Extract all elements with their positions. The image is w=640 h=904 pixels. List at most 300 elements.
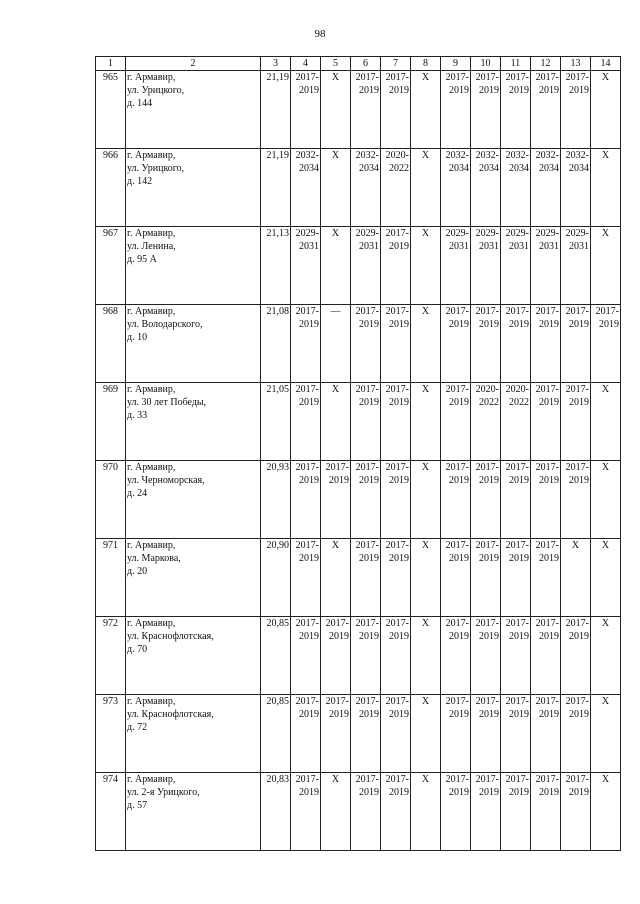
term-line: 2019 [299, 553, 319, 564]
address-cell [126, 617, 261, 695]
term-line: 2019 [359, 553, 379, 564]
term-line: 2017- [595, 306, 619, 317]
value-cell: 21,19 [261, 71, 291, 149]
row-number: 974 [96, 773, 126, 851]
table-row [96, 71, 621, 149]
term-cell [561, 227, 591, 305]
row-number: 972 [96, 617, 126, 695]
value-cell: 21,19 [261, 149, 291, 227]
term-line: 2017- [355, 72, 379, 83]
term-line: 2017- [295, 462, 319, 473]
term-line: 2017- [565, 306, 589, 317]
address-line: д. 20 [127, 566, 148, 577]
term-line: 2019 [299, 319, 319, 330]
term-line: 2019 [599, 319, 619, 330]
address-line: ул. Урицкого, [127, 85, 185, 96]
term-cell [441, 227, 471, 305]
term-line: 2019 [539, 319, 559, 330]
term-line: 2019 [569, 475, 589, 486]
term-cell [291, 695, 321, 773]
address-line: г. Армавир, [127, 150, 176, 161]
term-cell [291, 383, 321, 461]
term-line: 2034 [509, 163, 529, 174]
term-line: 2017- [295, 306, 319, 317]
term-line: 2034 [479, 163, 499, 174]
term-line: 2017- [475, 540, 499, 551]
term-cell [471, 539, 501, 617]
mark-cell: Х [411, 617, 441, 695]
term-line: 2017- [295, 540, 319, 551]
term-line: 2019 [479, 709, 499, 720]
term-line: 2017- [445, 72, 469, 83]
term-line: 2022 [479, 397, 499, 408]
row-number: 967 [96, 227, 126, 305]
term-line: 2020- [385, 150, 409, 161]
term-cell [501, 305, 531, 383]
term-cell [351, 305, 381, 383]
term-line: 2019 [539, 787, 559, 798]
address-line: ул. Маркова, [127, 553, 181, 564]
term-line: 2017- [295, 618, 319, 629]
term-cell [501, 461, 531, 539]
value-cell: 21,05 [261, 383, 291, 461]
term-line: 2019 [569, 631, 589, 642]
row-number: 966 [96, 149, 126, 227]
address-line: д. 95 А [127, 254, 157, 265]
term-line: 2019 [539, 631, 559, 642]
term-line: 2019 [479, 631, 499, 642]
mark-cell: Х [591, 461, 621, 539]
term-line: 2029- [475, 228, 499, 239]
term-cell [351, 461, 381, 539]
term-cell [501, 71, 531, 149]
term-line: 2017- [355, 696, 379, 707]
term-cell [531, 227, 561, 305]
term-cell [441, 305, 471, 383]
term-line: 2017- [445, 306, 469, 317]
term-line: 2019 [509, 319, 529, 330]
term-line: 2029- [535, 228, 559, 239]
mark-cell: Х [411, 305, 441, 383]
address-cell [126, 383, 261, 461]
table-row [96, 695, 621, 773]
term-line: 2017- [355, 306, 379, 317]
term-line: 2022 [509, 397, 529, 408]
address-line: д. 142 [127, 176, 153, 187]
term-line: 2019 [479, 787, 499, 798]
address-cell [126, 539, 261, 617]
term-line: 2019 [509, 85, 529, 96]
mark-cell: Х [411, 227, 441, 305]
term-line: 2029- [445, 228, 469, 239]
term-line: 2034 [299, 163, 319, 174]
term-line: 2017- [355, 618, 379, 629]
term-line: 2017- [475, 462, 499, 473]
term-line: 2019 [539, 85, 559, 96]
mark-cell: Х [411, 695, 441, 773]
term-line: 2017- [445, 384, 469, 395]
term-line: 2017- [295, 774, 319, 785]
term-cell [381, 383, 411, 461]
address-line: ул. Краснофлотская, [127, 709, 214, 720]
mark-cell: Х [411, 149, 441, 227]
mark-cell: Х [411, 71, 441, 149]
term-line: 2022 [389, 163, 409, 174]
term-line: 2019 [479, 475, 499, 486]
value-cell: 20,93 [261, 461, 291, 539]
term-line: 2017- [535, 618, 559, 629]
column-number: 6 [351, 57, 381, 71]
term-line: 2029- [355, 228, 379, 239]
term-line: 2017- [445, 774, 469, 785]
term-cell [351, 383, 381, 461]
address-line: ул. Краснофлотская, [127, 631, 214, 642]
table-row [96, 383, 621, 461]
term-line: 2017- [385, 228, 409, 239]
term-line: 2017- [475, 306, 499, 317]
term-cell [381, 461, 411, 539]
mark-cell: Х [591, 71, 621, 149]
term-cell [291, 461, 321, 539]
term-line: 2017- [535, 384, 559, 395]
term-cell [351, 773, 381, 851]
term-line: 2032- [355, 150, 379, 161]
term-line: 2019 [299, 709, 319, 720]
row-number: 970 [96, 461, 126, 539]
mark-cell: Х [321, 149, 351, 227]
term-line: 2032- [445, 150, 469, 161]
table-row [96, 149, 621, 227]
term-line: 2019 [569, 397, 589, 408]
term-line: 2019 [539, 709, 559, 720]
table-row [96, 227, 621, 305]
mark-cell: Х [321, 383, 351, 461]
address-line: д. 10 [127, 332, 148, 343]
term-line: 2032- [535, 150, 559, 161]
term-line: 2019 [359, 85, 379, 96]
column-number: 8 [411, 57, 441, 71]
term-cell [381, 539, 411, 617]
column-number: 9 [441, 57, 471, 71]
term-cell [531, 539, 561, 617]
term-line: 2019 [569, 709, 589, 720]
column-number: 7 [381, 57, 411, 71]
value-cell: 21,08 [261, 305, 291, 383]
term-line: 2017- [445, 540, 469, 551]
term-line: 2017- [475, 72, 499, 83]
term-cell [501, 539, 531, 617]
term-line: 2017- [535, 540, 559, 551]
term-cell [351, 227, 381, 305]
address-line: д. 24 [127, 488, 148, 499]
term-line: 2019 [539, 475, 559, 486]
value-cell: 20,90 [261, 539, 291, 617]
term-line: 2034 [449, 163, 469, 174]
mark-cell: Х [321, 227, 351, 305]
address-line: г. Армавир, [127, 72, 176, 83]
term-line: 2017- [505, 540, 529, 551]
term-line: 2017- [295, 696, 319, 707]
term-line: 2017- [565, 384, 589, 395]
term-line: 2034 [569, 163, 589, 174]
term-cell [441, 383, 471, 461]
value-cell: 20,83 [261, 773, 291, 851]
term-line: 2031 [539, 241, 559, 252]
column-number: 13 [561, 57, 591, 71]
term-line: 2019 [509, 631, 529, 642]
term-line: 2019 [299, 787, 319, 798]
term-line: 2017- [475, 774, 499, 785]
term-cell [531, 71, 561, 149]
term-cell [471, 617, 501, 695]
address-cell [126, 149, 261, 227]
mark-cell: Х [591, 617, 621, 695]
term-line: 2031 [509, 241, 529, 252]
mark-cell: Х [321, 539, 351, 617]
term-line: 2019 [389, 319, 409, 330]
address-line: ул. 30 лет Победы, [127, 397, 207, 408]
term-line: 2019 [449, 631, 469, 642]
term-line: 2017- [385, 72, 409, 83]
term-cell [381, 773, 411, 851]
term-line: 2017- [445, 618, 469, 629]
column-number: 14 [591, 57, 621, 71]
term-line: 2019 [389, 241, 409, 252]
term-cell [381, 71, 411, 149]
term-cell [441, 461, 471, 539]
value-cell: 21,13 [261, 227, 291, 305]
term-cell [531, 617, 561, 695]
mark-cell: Х [591, 695, 621, 773]
address-cell [126, 461, 261, 539]
term-line: 2032- [505, 150, 529, 161]
term-line: 2031 [479, 241, 499, 252]
term-cell [561, 71, 591, 149]
column-number: 10 [471, 57, 501, 71]
term-line: 2019 [449, 787, 469, 798]
term-cell [561, 149, 591, 227]
term-line: 2019 [509, 475, 529, 486]
address-cell [126, 695, 261, 773]
term-line: 2017- [565, 774, 589, 785]
term-line: 2029- [505, 228, 529, 239]
address-line: г. Армавир, [127, 462, 176, 473]
value-cell: 20,85 [261, 617, 291, 695]
term-cell [561, 305, 591, 383]
term-line: 2017- [535, 72, 559, 83]
term-line: 2019 [389, 709, 409, 720]
term-cell [471, 305, 501, 383]
mark-cell: Х [411, 773, 441, 851]
term-line: 2019 [449, 709, 469, 720]
term-line: 2017- [385, 618, 409, 629]
term-line: 2032- [295, 150, 319, 161]
term-line: 2017- [535, 696, 559, 707]
term-cell [381, 149, 411, 227]
term-cell [381, 695, 411, 773]
mark-cell: Х [591, 773, 621, 851]
address-line: г. Армавир, [127, 618, 176, 629]
term-line: 2019 [569, 787, 589, 798]
term-line: 2019 [359, 319, 379, 330]
term-cell [291, 71, 321, 149]
address-line: г. Армавир, [127, 774, 176, 785]
address-cell [126, 71, 261, 149]
term-cell [471, 149, 501, 227]
term-line: 2017- [535, 462, 559, 473]
mark-cell: Х [591, 227, 621, 305]
term-cell [471, 773, 501, 851]
term-line: 2019 [569, 85, 589, 96]
column-number: 11 [501, 57, 531, 71]
term-line: 2017- [445, 696, 469, 707]
term-cell [471, 461, 501, 539]
column-number: 4 [291, 57, 321, 71]
term-line: 2032- [565, 150, 589, 161]
term-line: 2019 [359, 787, 379, 798]
term-line: 2019 [509, 787, 529, 798]
term-cell [561, 695, 591, 773]
term-cell [321, 695, 351, 773]
address-line: ул. Ленина, [127, 241, 176, 252]
term-cell [351, 617, 381, 695]
term-cell [531, 149, 561, 227]
term-cell [321, 617, 351, 695]
table-row [96, 773, 621, 851]
term-cell [291, 149, 321, 227]
term-cell [441, 539, 471, 617]
term-line: 2017- [385, 774, 409, 785]
term-cell [561, 617, 591, 695]
column-number: 3 [261, 57, 291, 71]
term-cell [561, 461, 591, 539]
row-number: 968 [96, 305, 126, 383]
term-line: 2019 [359, 709, 379, 720]
term-cell [471, 383, 501, 461]
term-cell [471, 71, 501, 149]
term-line: 2019 [479, 319, 499, 330]
term-line: 2019 [299, 475, 319, 486]
term-cell [291, 773, 321, 851]
term-line: 2020- [505, 384, 529, 395]
term-cell [291, 227, 321, 305]
term-cell [291, 305, 321, 383]
term-cell [291, 617, 321, 695]
term-line: 2017- [505, 72, 529, 83]
term-cell [381, 617, 411, 695]
address-line: д. 72 [127, 722, 148, 733]
term-cell [561, 773, 591, 851]
term-cell [561, 383, 591, 461]
term-line: 2017- [565, 72, 589, 83]
address-line: д. 57 [127, 800, 148, 811]
term-cell [591, 305, 621, 383]
term-line: 2017- [475, 618, 499, 629]
term-line: 2019 [389, 787, 409, 798]
address-line: д. 70 [127, 644, 148, 655]
term-line: 2034 [359, 163, 379, 174]
row-number: 969 [96, 383, 126, 461]
address-line: д. 144 [127, 98, 153, 109]
term-line: 2017- [355, 540, 379, 551]
address-line: г. Армавир, [127, 696, 176, 707]
address-cell [126, 305, 261, 383]
column-number: 1 [96, 57, 126, 71]
term-line: 2017- [505, 306, 529, 317]
address-cell [126, 227, 261, 305]
term-cell [501, 149, 531, 227]
address-line: г. Армавир, [127, 384, 176, 395]
term-cell [501, 383, 531, 461]
term-line: 2017- [505, 462, 529, 473]
term-line: 2017- [325, 696, 349, 707]
term-line: 2017- [385, 306, 409, 317]
mark-cell: — [321, 305, 351, 383]
term-line: 2019 [449, 319, 469, 330]
term-cell [471, 227, 501, 305]
term-line: 2019 [389, 85, 409, 96]
term-line: 2029- [565, 228, 589, 239]
term-line: 2017- [355, 462, 379, 473]
term-cell [441, 617, 471, 695]
term-line: 2017- [325, 462, 349, 473]
mark-cell: Х [411, 539, 441, 617]
address-line: ул. Володарского, [127, 319, 203, 330]
term-line: 2017- [505, 696, 529, 707]
term-cell [501, 617, 531, 695]
term-line: 2032- [475, 150, 499, 161]
term-line: 2017- [295, 72, 319, 83]
term-line: 2029- [295, 228, 319, 239]
term-line: 2019 [509, 709, 529, 720]
address-line: г. Армавир, [127, 306, 176, 317]
term-cell [321, 461, 351, 539]
row-number: 973 [96, 695, 126, 773]
column-number-row [96, 57, 621, 71]
column-number: 2 [126, 57, 261, 71]
term-line: 2019 [539, 397, 559, 408]
term-line: 2017- [535, 306, 559, 317]
term-cell [351, 695, 381, 773]
row-number: 965 [96, 71, 126, 149]
term-line: 2019 [329, 475, 349, 486]
term-cell [381, 305, 411, 383]
term-line: 2017- [565, 462, 589, 473]
term-line: 2019 [389, 397, 409, 408]
term-cell [531, 383, 561, 461]
term-line: 2017- [385, 540, 409, 551]
address-line: д. 33 [127, 410, 148, 421]
mark-cell: Х [411, 461, 441, 539]
term-cell [441, 71, 471, 149]
term-cell [381, 227, 411, 305]
term-line: 2019 [449, 397, 469, 408]
term-line: 2017- [535, 774, 559, 785]
term-line: 2019 [359, 631, 379, 642]
term-line: 2017- [505, 774, 529, 785]
column-number: 5 [321, 57, 351, 71]
term-line: 2031 [449, 241, 469, 252]
term-line: 2017- [505, 618, 529, 629]
term-line: 2019 [449, 553, 469, 564]
term-line: 2017- [565, 696, 589, 707]
term-line: 2019 [299, 631, 319, 642]
term-line: 2019 [299, 397, 319, 408]
term-cell [351, 149, 381, 227]
mark-cell: Х [321, 773, 351, 851]
table-row [96, 617, 621, 695]
term-line: 2017- [355, 774, 379, 785]
